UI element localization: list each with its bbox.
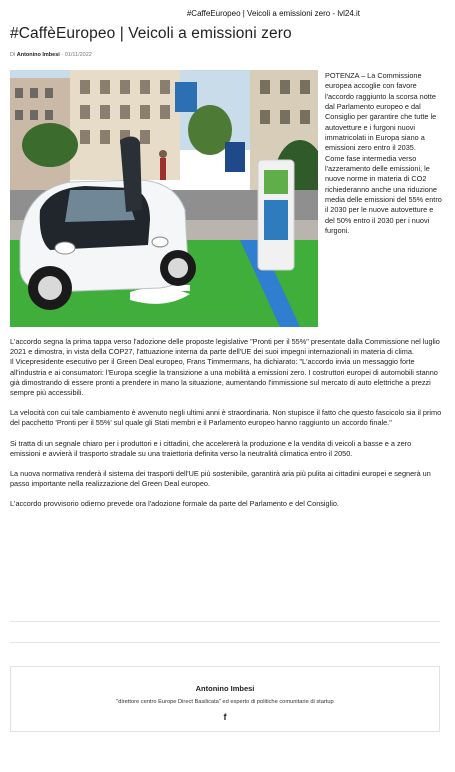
divider: [10, 621, 440, 622]
article-paragraph: La velocità con cui tale cambiamento è avvenuto negli ultimi anni è straordinaria. Non stupisce il fatto che questo fascicolo sia il primo del pacchetto 'Pronti per il 55%' sul quale gli Stati membri e il Parlamento europeo hanno raggiunto un accordo finale.": [10, 408, 442, 428]
article-photo-electric-car: [10, 70, 318, 327]
meta-by-label: Di: [10, 52, 16, 58]
facebook-icon[interactable]: f: [223, 712, 227, 722]
article-paragraph: L'accordo provvisorio odierno prevede ora l'adozione formale da parte del Parlamento e del Consiglio.: [10, 499, 339, 509]
divider: [10, 642, 440, 643]
meta-author-link[interactable]: Antonino Imbesi: [16, 52, 60, 58]
article-intro-paragraph-2: Come fase intermedia verso l'azzeramento delle emissioni, le nuove norme in materia di CO2 richiederanno anche una riduzione media delle emissioni del 55% entro il 2030 per le nuove autovetture e del 50% entro il 2030 per i nuovi furgoni.: [325, 153, 442, 236]
article-paragraph: Si tratta di un segnale chiaro per i produttori e i cittadini, che accelererà la produzione e la vendita di veicoli a basse e a zero emissioni e avvierà il trasporto stradale su una traiettoria definita verso la neutralità climatica entro il 2050.: [10, 438, 412, 458]
meta-date: 01/11/2022: [64, 52, 92, 58]
article-intro-column: [325, 71, 443, 237]
site-title-bar: #CaffeEuropeo | Veicoli a emissioni zero - lvl24.it: [186, 9, 360, 18]
article-paragraph: Il Vicepresidente esecutivo per il Green Deal europeo, Frans Timmermans, ha dichiarato: "L'accordo invia un messaggio forte all'industria e ai consumatori: l'Europa sceglie la transizione a una mobilità a emissioni zero. I costruttori europei di automobili stanno già dimostrando di essere pronti a prendere in mano la situazione, aumentando l'immissione sul mercato di auto elettriche a prezzi sempre più accessibili.: [10, 357, 438, 398]
meta-separator: -: [61, 52, 64, 58]
article-title: #CaffèEuropeo | Veicoli a emissioni zero: [10, 25, 292, 42]
article-paragraph: La nuova normativa renderà il sistema dei trasporti dell'UE più sostenibile, garantirà aria più pulita ai cittadini europei e segnerà un passo importante nella realizzazione del Green Deal europeo.: [10, 469, 431, 489]
article-meta: [10, 52, 92, 58]
article-intro-paragraph: POTENZA – La Commissione europea accoglie con favore l'accordo raggiunto la scorsa notte dal Parlamento europeo e dal Consiglio per garantire che tutte le autovetture e i furgoni nuovi immatricolati in Europa siano a emissioni zero entro il 2035.: [325, 71, 437, 153]
author-description: "direttore centro Europe Direct Basilicata" ed esperto di politiche comunitarie di startup: [116, 699, 334, 705]
article-paragraph: L'accordo segna la prima tappa verso l'adozione delle proposte legislative "Pronti per il 55%" presentate dalla Commissione nel luglio 2021 e dimostra, in vista della COP27, l'attuazione interna da parte dell'UE dei suoi impegni internazionali in materia di clima.: [10, 337, 440, 357]
article-body: [10, 337, 442, 510]
author-name[interactable]: Antonino Imbesi: [195, 684, 255, 693]
author-box: [10, 666, 440, 732]
